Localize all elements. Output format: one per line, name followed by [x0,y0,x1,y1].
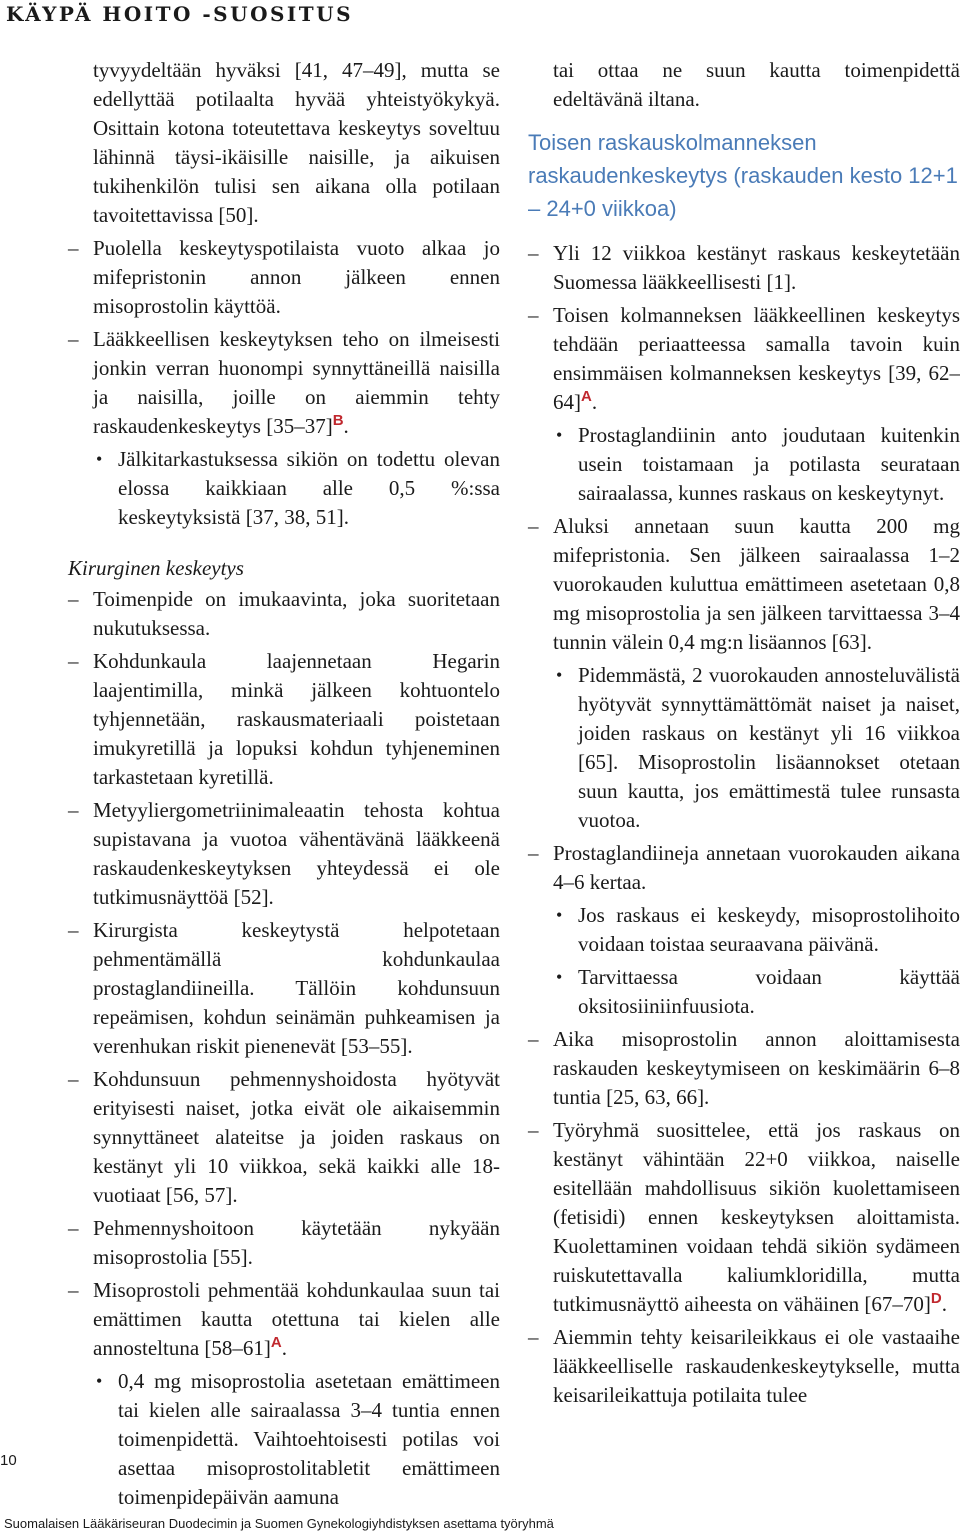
bullet-marker: • [556,905,563,925]
list-item: – Prostaglandiineja annetaan vuorokauden aikana 4–6 kertaa. [528,841,960,894]
dash-marker: – [528,1027,539,1051]
dash-marker: – [68,587,79,611]
subheading: Kirurginen keskeytys [68,556,244,580]
dash-marker: – [68,1216,79,1240]
dash-marker: – [528,241,539,265]
list-item: • Jos raskaus ei keskeydy, misoprostolihoito voidaan toistaa seuraavana päivänä. [556,903,960,956]
dash-marker: – [68,1067,79,1091]
continuation-paragraph: tai ottaa ne suun kautta toimenpidettä edeltävänä iltana. [553,58,960,111]
evidence-grade-badge: A [270,1334,282,1351]
evidence-grade-badge: A [581,388,592,405]
list-item: • Tarvittaessa voidaan käyttää oksitosiiniinfuusiota. [556,965,960,1018]
dash-marker: – [68,327,79,351]
intro-paragraph: tyvyydeltään hyväksi [41, 47–49], mutta se edellyttää potilaalta hyvää yhteistyökykyä. Osittain kotona toteutettava keskeytys soveltuu lähinnä täysi-ikäisille naisille, ja aikuisen tukihenkilön tulisi sen aikana olla potilaan tavoitettavissa [50]. [93,58,500,227]
left-column [68,56,500,1516]
bullet-marker: • [96,1371,103,1391]
dash-marker: – [528,514,539,538]
dash-marker: – [68,236,79,260]
list-item: – Puolella keskeytyspotilaista vuoto alkaa jo mifepristonin annon jälkeen ennen misoprostolin käyttöä. [68,236,500,318]
list-item: • Prostaglandiinin anto joudutaan kuitenkin usein toistamaan ja potilasta seurataan sairaalassa, kunnes raskaus on keskeytynyt. [556,423,960,505]
list-item: – Lääkkeellisen keskeytyksen teho on ilmeisesti jonkin verran huonompi synnyttäneillä naisilla ja naisilla, joille on aiemmin tehty raskaudenkeskeytys $[35-37]^B$. [68,327,500,438]
list-item: – Kohdunkaula laajennetaan Hegarin laajentimilla, minkä jälkeen kohtuontelo tyhjennetään, raskausmateriaali poistetaan imukyretillä ja lopuksi kohdun tyhjeneminen tarkastetaan kyretillä. [68,649,500,789]
dash-marker: – [528,303,539,327]
right-column [528,56,960,1414]
bullet-marker: • [556,665,563,685]
list-item: – Kohdunsuun pehmennyshoidosta hyötyvät erityisesti naiset, jotka eivät ole aikaisemmin synnyttäneet alateitse ja joiden raskaus on kestänyt yli 10 viikkoa, sekä kaikki alle 18-vuotiaat [56, 57]. [68,1067,500,1207]
list-item: – Yli 12 viikkoa kestänyt raskaus keskeytetään Suomessa lääkkeellisesti [1]. [528,241,960,294]
list-item: – Aiemmin tehty keisarileikkaus ei ole vastaaihe lääkkeelliselle raskaudenkeskeytykselle, mutta keisarileikattuja potilaita tulee [528,1325,960,1407]
dash-marker: – [528,1325,539,1349]
section-title: Toisen raskauskolmanneksen raskaudenkeskeytys (raskauden kesto 12+1 – 24+0 viikkoa) [528,130,958,221]
list-item: – Metyyliergometriinimaleaatin tehosta kohtua supistavana ja vuotoa vähentävänä lääkkeenä raskaudenkeskeytyksen yhteydessä ei ole tutkimusnäyttöä [52]. [68,798,500,909]
bullet-marker: • [96,449,103,469]
dash-marker: – [68,649,79,673]
evidence-grade-badge: D [930,1290,942,1307]
page-number: 10 [0,1452,17,1469]
list-item: – Pehmennyshoitoon käytetään nykyään misoprostolia [55]. [68,1216,500,1269]
page-header: KÄYPÄ HOITO -SUOSITUS [6,2,354,26]
list-item: – Toimenpide on imukaavinta, joka suoritetaan nukutuksessa. [68,587,500,640]
evidence-grade-badge: B [332,412,344,429]
list-item: • Pidemmästä, 2 vuorokauden annosteluvälistä hyötyvät synnyttämättömät naiset ja naiset, joiden raskaus on kestänyt yli 16 viikkoa [65]. Misoprostolin lisäannokset otetaan suun kautta, jos emättimestä tulee runsasta vuotoa. [556,663,960,832]
dash-marker: – [528,1118,539,1142]
bullet-marker: • [556,967,563,987]
list-item: • Jälkitarkastuksessa sikiön on todettu olevan elossa kaikkiaan alle 0,5 %:ssa keskeytyksistä [37, 38, 51]. [96,447,500,529]
list-item: – Aika misoprostolin annon aloittamisesta raskauden keskeytymiseen on keskimäärin 6–8 tuntia [25, 63, 66]. [528,1027,960,1109]
dash-marker: – [68,798,79,822]
dash-marker: – [68,918,79,942]
list-item: • 0,4 mg misoprostolia asetetaan emättimeen tai kielen alle sairaalassa 3–4 tuntia ennen toimenpidettä. Vaihtoehtoisesti potilas voi asettaa misoprostolitabletit emättimeen toimenpidepäivän aamuna [96,1369,500,1509]
list-item: – Kirurgista keskeytystä helpotetaan pehmentämällä kohdunkaulaa prostaglandiineilla. Tällöin kohdunsuun repeämisen, kohdun seinämän puhkeamisen ja verenhukan riskit pienenevät [53–55]. [68,918,500,1058]
bullet-marker: • [556,425,563,445]
list-item: – Aluksi annetaan suun kautta 200 mg mifepristonia. Sen jälkeen sairaalassa 1–2 vuorokauden kuluttua emättimeen asetetaan 0,8 mg misoprostolia ja sen jälkeen tarvittaessa 3–4 tunnin välein 0,4 mg:n lisäannos [63]. [528,514,960,654]
list-item: – Toisen kolmanneksen lääkkeellinen keskeytys tehdään periaatteessa samalla tavoin kuin ensimmäisen kolmanneksen keskeytys [39, 62–64]$^A$. [528,303,960,414]
list-item: – Työryhmä suosittelee, että jos raskaus on kestänyt vähintään 22+0 viikkoa, naiselle esitellään mahdollisuus sikiön kuolettamiseen (fetisidi) ennen keskeytyksen aloittamista. Kuolettaminen voidaan tehdä sikiön sydämeen ruiskutettavalla kaliumkloridilla, mutta tutkimusnäyttö aiheesta on vähäinen $[67-70]^D$. [528,1118,960,1316]
page-footer: Suomalaisen Lääkäriseuran Duodecimin ja Suomen Gynekologiyhdistyksen asettama työryhmä [4,1516,554,1531]
list-item: – Misoprostoli pehmentää kohdunkaulaa suun tai emättimen kautta otettuna tai kielen alle annosteltuna $[58-61]^A$. [68,1278,500,1360]
dash-marker: – [528,841,539,865]
dash-marker: – [68,1278,79,1302]
